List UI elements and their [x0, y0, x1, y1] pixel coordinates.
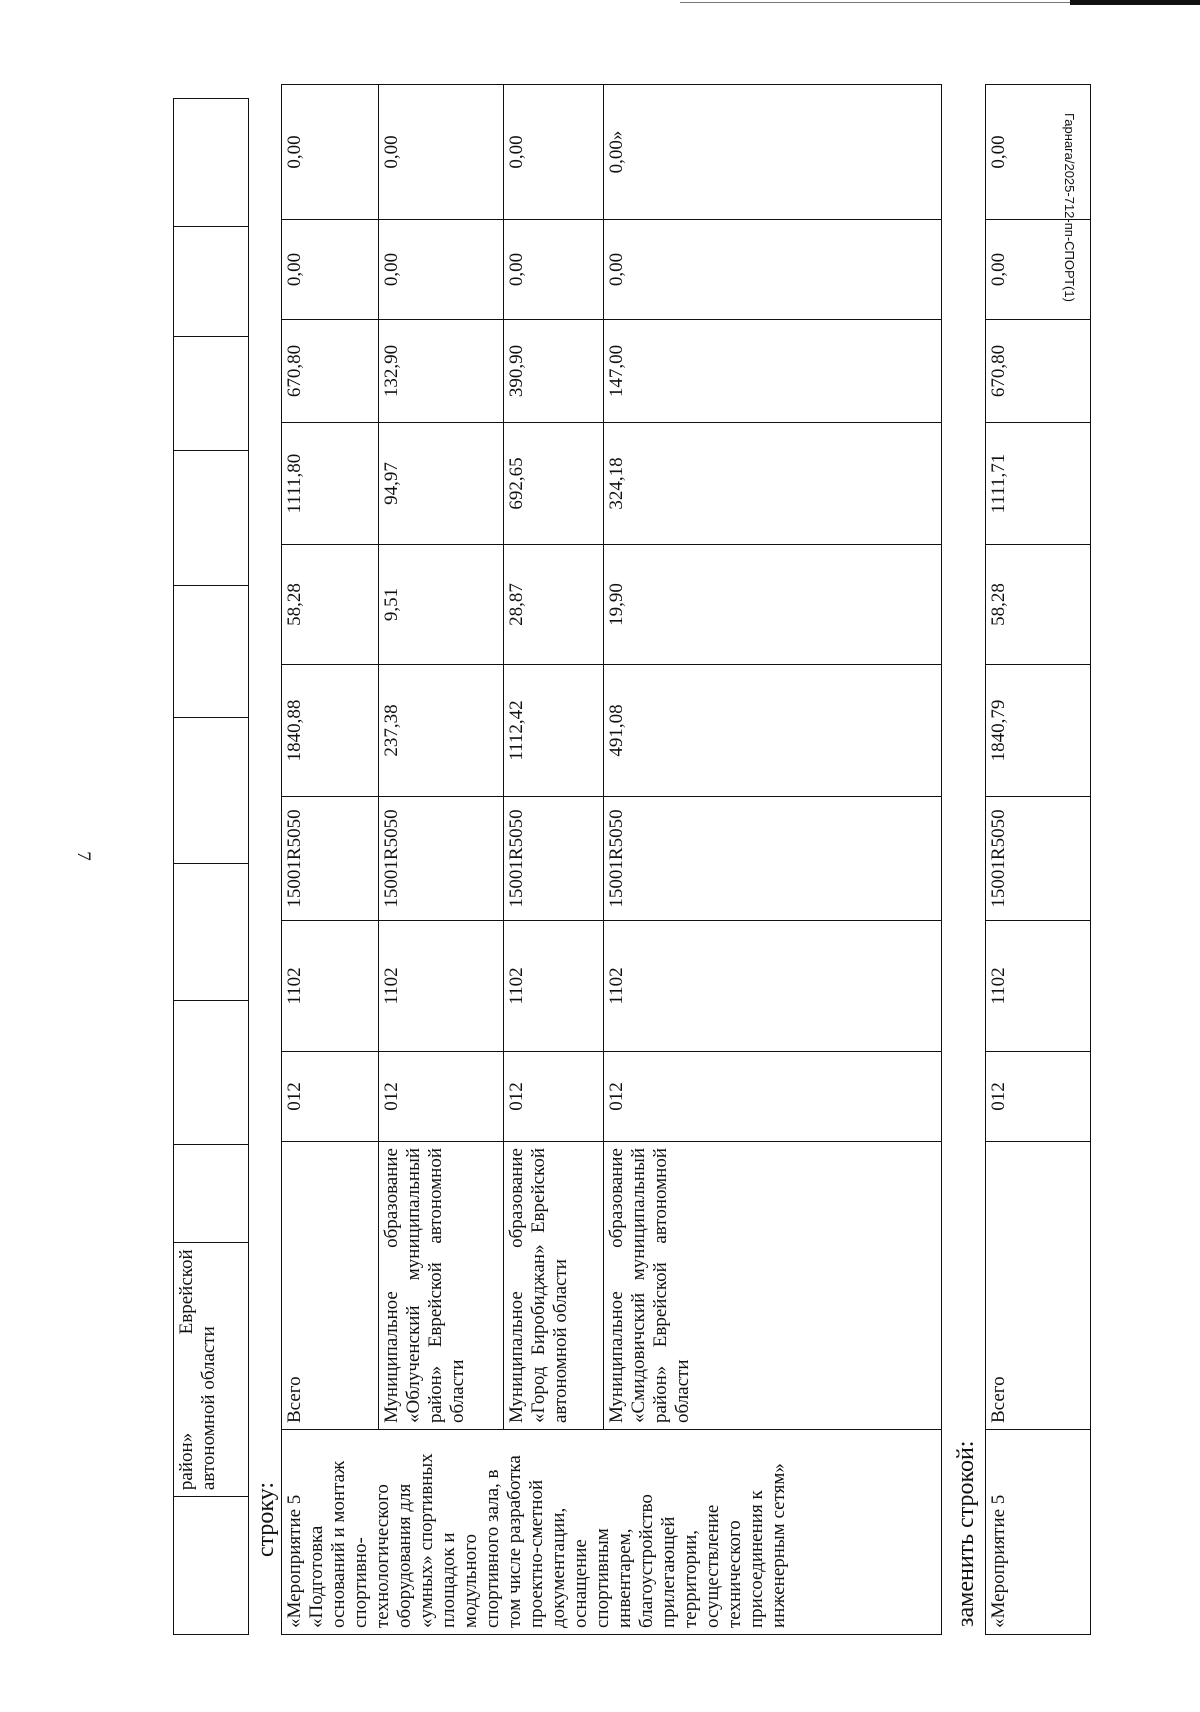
- grbs-cell: 012: [604, 1052, 942, 1142]
- csr-cell: 15001R5050: [604, 797, 942, 921]
- empty-cell: [174, 1145, 249, 1243]
- value-cell: 1111,80: [282, 423, 379, 545]
- table-row: [282, 85, 379, 1635]
- total-cell: 1112,42: [504, 665, 604, 797]
- document-code: Гарнага/2025-712-пп-СПОРТ(1): [1062, 113, 1077, 302]
- recipient-cell: Муниципальное образование «Смидовичский муниципальный район» Еврейской автономной области: [604, 1142, 942, 1430]
- scan-edge-mark: [1070, 0, 1200, 5]
- table-row: [604, 85, 942, 1635]
- old-row-table: [281, 84, 942, 1635]
- recipient-cell: Всего: [986, 1142, 1091, 1430]
- value-cell: 0,00: [282, 85, 379, 220]
- value-cell: 0,00: [379, 85, 504, 220]
- value-cell: 19,90: [604, 545, 942, 665]
- value-cell: 94,97: [379, 423, 504, 545]
- rzpr-cell: 1102: [604, 921, 942, 1052]
- value-cell: 0,00: [379, 220, 504, 320]
- continuation-table: [173, 98, 249, 1635]
- grbs-cell: 012: [282, 1052, 379, 1142]
- grbs-cell: 012: [986, 1052, 1091, 1142]
- rzpr-cell: 1102: [986, 921, 1091, 1052]
- empty-cell: [174, 1497, 249, 1635]
- rotated-page-content: [173, 80, 1078, 1635]
- empty-cell: [174, 337, 249, 451]
- total-cell: 237,38: [379, 665, 504, 797]
- value-cell: 1111,71: [986, 423, 1091, 545]
- csr-cell: 15001R5050: [282, 797, 379, 921]
- value-cell: 0,00: [504, 85, 604, 220]
- value-cell: 58,28: [282, 545, 379, 665]
- value-cell: 28,87: [504, 545, 604, 665]
- value-cell: 0,00»: [604, 85, 942, 220]
- empty-cell: [174, 718, 249, 864]
- recipient-cell: район» Еврейской автономной области: [174, 1243, 249, 1497]
- recipient-cell: Муниципальное образование «Город Биробиджан» Еврейской автономной области: [504, 1142, 604, 1430]
- csr-cell: 15001R5050: [379, 797, 504, 921]
- value-cell: 0,00: [986, 85, 1091, 220]
- value-cell: 692,65: [504, 423, 604, 545]
- page-number: 7: [72, 851, 94, 861]
- total-cell: 1840,88: [282, 665, 379, 797]
- rzpr-cell: 1102: [504, 921, 604, 1052]
- recipient-cell: Всего: [282, 1142, 379, 1430]
- value-cell: 147,00: [604, 320, 942, 423]
- row-label: строку:: [253, 1481, 279, 1557]
- value-cell: 9,51: [379, 545, 504, 665]
- rzpr-cell: 1102: [379, 921, 504, 1052]
- value-cell: 670,80: [282, 320, 379, 423]
- rzpr-cell: 1102: [282, 921, 379, 1052]
- value-cell: 58,28: [986, 545, 1091, 665]
- empty-cell: [174, 227, 249, 337]
- table-row: [174, 99, 249, 1635]
- empty-cell: [174, 99, 249, 227]
- recipient-cell: Муниципальное образование «Облученский муниципальный район» Еврейской автономной области: [379, 1142, 504, 1430]
- empty-cell: [174, 863, 249, 1000]
- grbs-cell: 012: [379, 1052, 504, 1142]
- value-cell: 0,00: [604, 220, 942, 320]
- table-row: [986, 85, 1091, 1635]
- csr-cell: 15001R5050: [504, 797, 604, 921]
- replace-label: заменить строкой:: [953, 1440, 979, 1627]
- empty-cell: [174, 1000, 249, 1145]
- table-row: [379, 85, 504, 1635]
- value-cell: 324,18: [604, 423, 942, 545]
- scan-edge-line: [680, 2, 1070, 3]
- value-cell: 0,00: [282, 220, 379, 320]
- value-cell: 132,90: [379, 320, 504, 423]
- value-cell: 0,00: [504, 220, 604, 320]
- csr-cell: 15001R5050: [986, 797, 1091, 921]
- grbs-cell: 012: [504, 1052, 604, 1142]
- measure-description-cell: «Мероприятие 5: [986, 1430, 1091, 1635]
- measure-description-cell: «Мероприятие 5 «Подготовка оснований и монтаж спортивно-технологического оборудования для «умных» спортивных площадок и модульного спортивного зала, в том числе разработка проектно-сметной документации, оснащение спортивным инвентарем, благоустройство прилегающей территории, осуществление технического присоединения к инженерным сетям»: [282, 1430, 942, 1635]
- value-cell: 390,90: [504, 320, 604, 423]
- value-cell: 670,80: [986, 320, 1091, 423]
- total-cell: 1840,79: [986, 665, 1091, 797]
- value-cell: 0,00: [986, 220, 1091, 320]
- empty-cell: [174, 451, 249, 586]
- total-cell: 491,08: [604, 665, 942, 797]
- table-row: [504, 85, 604, 1635]
- empty-cell: [174, 585, 249, 717]
- new-row-table: [985, 84, 1091, 1635]
